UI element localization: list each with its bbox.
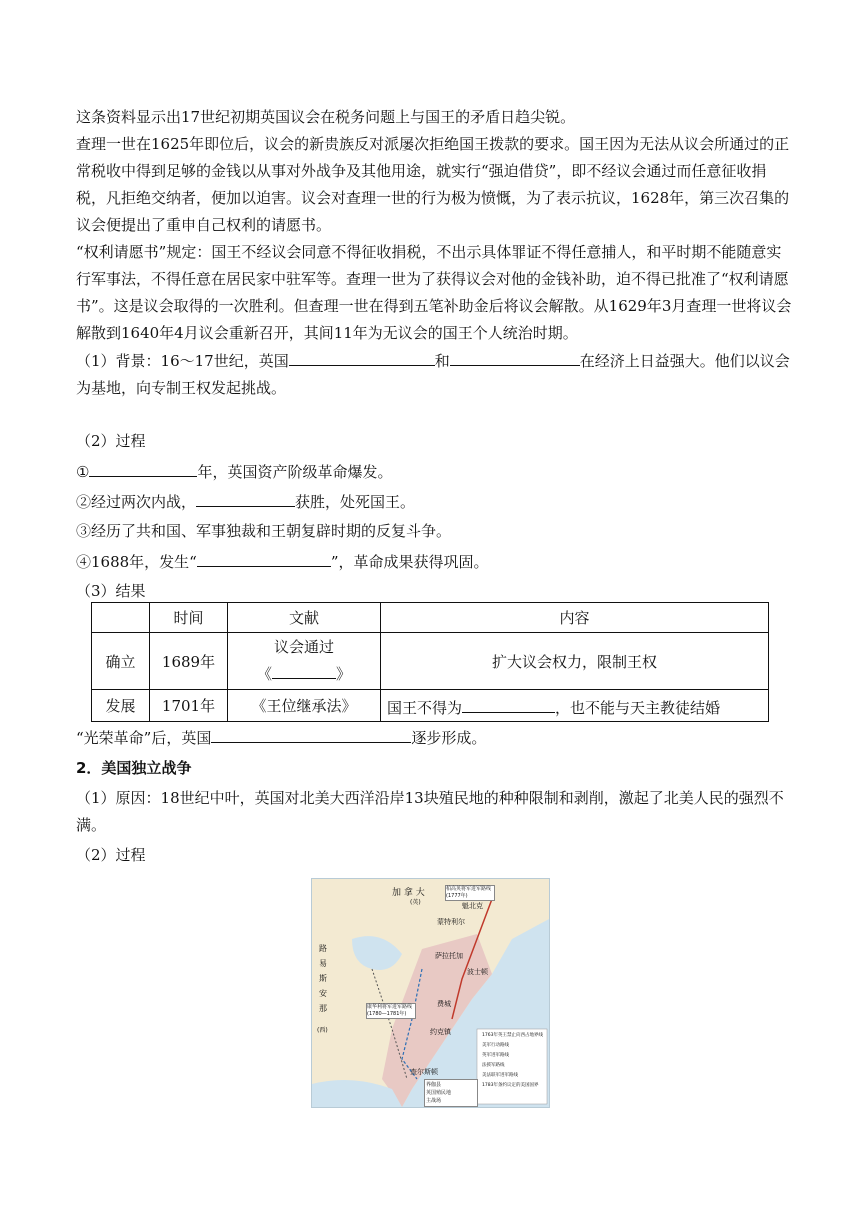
legend-box-item: 英国殖民地	[426, 1090, 452, 1096]
map-label-canada-sub: (英)	[410, 899, 421, 906]
row2-blank[interactable]	[462, 694, 555, 713]
q2-item-1	[76, 458, 792, 486]
results-table	[91, 602, 769, 722]
section-2-process: （2）过程	[76, 846, 146, 864]
map-label-charleston: 查尔斯顿	[410, 1068, 438, 1076]
q2-blank-4[interactable]	[197, 548, 331, 567]
q1-blank-1[interactable]	[289, 347, 435, 366]
doc-close-bracket: 》	[336, 665, 352, 683]
q3-heading: （3）结果	[76, 582, 146, 600]
q1-text-a: （1）背景：16～17世纪，英国	[76, 352, 289, 370]
q2-item-4-suffix: ”，革命成果获得巩固。	[330, 553, 489, 571]
row-content	[381, 690, 769, 722]
paragraph-3: “权利请愿书”规定：国王不经议会同意不得征收捐税，不出示具体罪证不得任意捕人，和平时期不能随意实行军事法，不得任意在居民家中驻军等。查理一世为了获得议会对他的金钱补助，迫不得已批准了“权利请愿书”。这是议会取得的一次胜利。但查理一世在得到五笔补助金后将议会解散。从1629年3月查理一世将议会解散到1640年4月议会重新召开，其间11年为无议会的国王个人统治时期。	[76, 243, 792, 342]
revolution-war-map	[311, 878, 550, 1108]
map-label-boston: 波士顿	[467, 968, 488, 976]
q2-item-3: ③经历了共和国、军事独裁和王朝复辟时期的反复斗争。	[76, 522, 452, 540]
q2-item-4	[76, 548, 792, 576]
row-content: 扩大议会权力，限制王权	[381, 633, 769, 690]
paragraph-2: 查理一世在1625年即位后，议会的新贵族反对派屡次拒绝国王拨款的要求。国王因为无法从议会所通过的正常税收中得到足够的金钱以从事对外战争及其他用途，就实行“强迫借贷”，即不经议会通过而任意征收捐税，凡拒绝交纳者，便加以迫害。议会对查理一世的行为极为愤慨，为了表示抗议，1628年，第三次召集的议会便提出了重申自己权利的请愿书。	[76, 135, 790, 234]
after-table-blank[interactable]	[211, 724, 411, 743]
q1-text-c: 在经济上日益强大。他们以议会为基地，向专制王权发起挑战。	[76, 352, 790, 397]
q2-blank-2[interactable]	[196, 488, 295, 507]
legend-item: 美军行动路线	[482, 1043, 509, 1048]
q2-item-1-suffix: 年，英国资产阶级革命爆发。	[197, 463, 393, 481]
legend-item: 1783年条约议定的美国国界	[482, 1083, 539, 1088]
legend-box-item: 主战场	[426, 1098, 442, 1104]
map-label-saratoga: 萨拉托加	[435, 952, 463, 960]
section-2-title: 2．美国独立战争	[76, 759, 192, 777]
map-label-montreal: 蒙特利尔	[437, 918, 465, 926]
map-callout-1: 柏高英将军进军路线(1777年)	[445, 885, 495, 901]
q1-blank-2[interactable]	[450, 347, 580, 366]
row-label: 确立	[92, 633, 150, 690]
map-label-philadelphia: 费城	[437, 1000, 451, 1008]
q2-item-4-prefix: ④1688年，发生“	[76, 553, 197, 571]
map-legend-box	[424, 1079, 478, 1107]
table-header-cell: 文献	[228, 603, 381, 633]
map-label-canada: 加 拿 大	[392, 888, 425, 898]
map-label-quebec: 魁北克	[462, 902, 483, 910]
legend-box-item: 界伽县	[426, 1082, 442, 1088]
map-legend-items	[482, 1031, 546, 1091]
table-row	[92, 633, 769, 690]
map-label-louisiana-sub: (西)	[317, 1027, 328, 1034]
q2-item-2-prefix: ②经过两次内战，	[76, 493, 197, 511]
row-time: 1701年	[150, 690, 228, 722]
q1-text-b: 和	[434, 352, 450, 370]
section-2-cause: （1）原因：18世纪中叶，英国对北美大西洋沿岸13块殖民地的种种限制和剥削，激起了北美人民的强烈不满。	[76, 789, 784, 834]
after-table-line	[76, 724, 792, 752]
q2-blank-1[interactable]	[89, 458, 197, 477]
row2-content-a: 国王不得为	[387, 698, 463, 717]
row-time: 1689年	[150, 633, 228, 690]
table-header-cell: 时间	[150, 603, 228, 633]
doc-line-2	[234, 660, 374, 687]
q2-item-2-suffix: 获胜，处死国王。	[295, 493, 416, 511]
legend-item: 法援军路线	[482, 1063, 505, 1068]
table-header-cell	[92, 603, 150, 633]
q2-heading: （2）过程	[76, 432, 146, 450]
table-row	[92, 690, 769, 722]
map-callout-2: 康华利将军进军路线(1780—1781年)	[366, 1003, 416, 1019]
map-label-yorktown: 约克镇	[430, 1028, 451, 1036]
row-label: 发展	[92, 690, 150, 722]
after-table-b: 逐步形成。	[411, 729, 487, 747]
q2-item-2	[76, 488, 792, 516]
doc-open-bracket: 《	[256, 665, 272, 683]
table-header-cell: 内容	[381, 603, 769, 633]
paragraph-1: 这条资料显示出17世纪初期英国议会在税务问题上与国王的矛盾日趋尖锐。	[76, 108, 576, 126]
legend-item: 英军进军路线	[482, 1053, 509, 1058]
after-table-a: “光荣革命”后，英国	[76, 729, 212, 747]
legend-item: 1763年英王禁止向西占地界线	[482, 1033, 543, 1038]
q2-item-1-prefix: ①	[76, 463, 90, 481]
legend-item: 美法联军进军路线	[482, 1073, 518, 1078]
row-document: 《王位继承法》	[228, 690, 381, 722]
doc-line-1: 议会通过	[273, 638, 334, 656]
question-1-background	[76, 347, 792, 402]
row-document	[228, 633, 381, 690]
table-header-row	[92, 603, 769, 633]
doc-blank[interactable]	[272, 660, 336, 679]
row2-content-b: ，也不能与天主教徒结婚	[555, 698, 721, 717]
map-label-louisiana: 路易斯安那	[319, 944, 327, 1013]
